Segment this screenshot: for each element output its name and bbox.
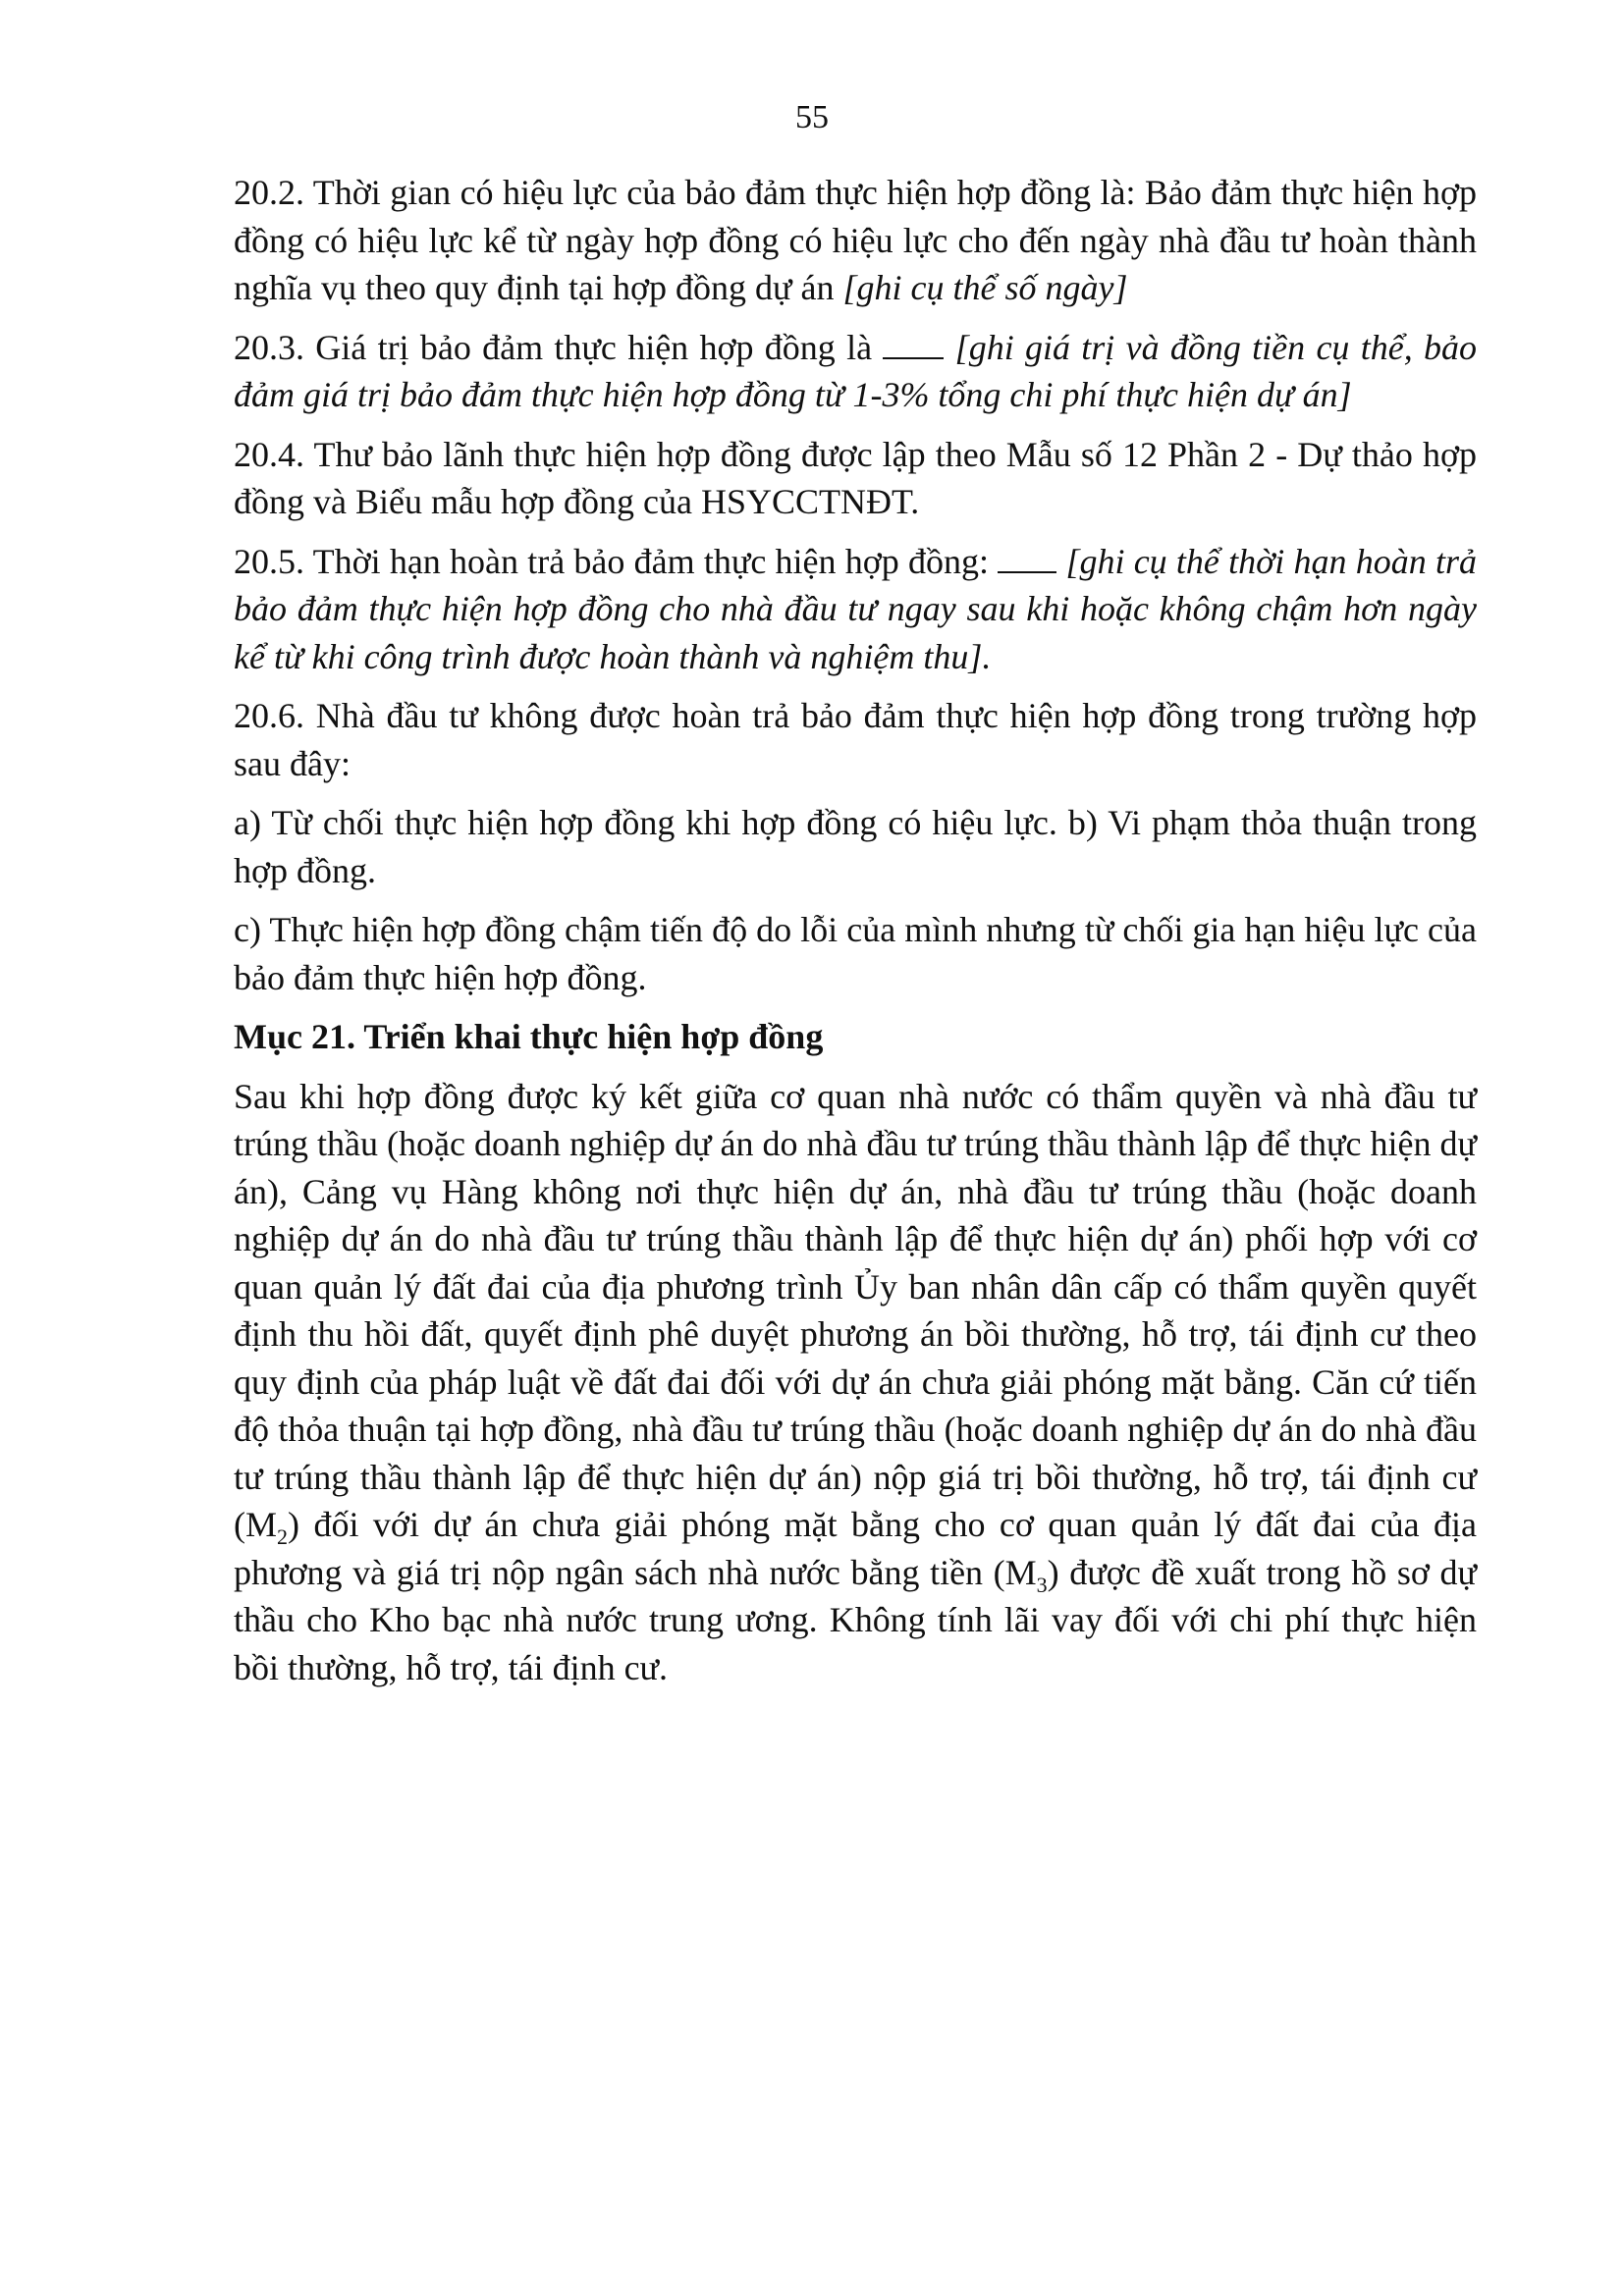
section-21-text-part1: Sau khi hợp đồng được ký kết giữa cơ quan nhà nước có thẩm quyền và nhà đầu tư trúng thầu (hoặc doanh nghiệp dự án do nhà đầu tư trúng thầu thành lập để thực hiện dự án), Cảng vụ Hàng không nơi thực hiện dự án, nhà đầu tư trúng thầu (hoặc doanh nghiệp dự án do nhà đầu tư trúng thầu thành lập để thực hiện dự án) phối hợp với cơ quan quản lý đất đai của địa phương trình Ủy ban nhân dân cấp có thẩm quyền quyết định thu hồi đất, quyết định phê duyệt phương án bồi thường, hỗ trợ, tái định cư theo quy định của pháp luật về đất đai đối với dự án chưa giải phóng mặt bằng. Căn cứ tiến độ thỏa thuận tại hợp đồng, nhà đầu tư trúng thầu (hoặc doanh nghiệp dự án do nhà đầu tư trúng thầu thành lập để thực hiện dự án) nộp giá trị bồi thường, hỗ trợ, tái định cư (M — [234, 1076, 1477, 1544]
page-number: 55 — [795, 99, 829, 135]
clause-20-2-text: 20.2. Thời gian có hiệu lực của bảo đảm thực hiện hợp đồng là: Bảo đảm thực hiện hợp đồng có hiệu lực kể từ ngày hợp đồng có hiệu lực cho đến ngày nhà đầu tư hoàn thành nghĩa vụ theo quy định tại hợp đồng dự án — [234, 173, 1477, 307]
section-21-text-part2: ) đối với dự án chưa giải phóng mặt bằng cho cơ quan quản lý đất đai của địa phương và giá trị nộp ngân sách nhà nước bằng tiền (M — [234, 1505, 1477, 1592]
document-body — [234, 169, 1477, 1703]
clause-20-3-note: [ghi giá trị và đồng tiền cụ thể, bảo đảm giá trị bảo đảm thực hiện hợp đồng từ 1-3% tổng chi phí thực hiện dự án] — [234, 327, 1478, 414]
clause-20-5-note: [ghi cụ thể thời hạn hoàn trả bảo đảm thực hiện hợp đồng cho nhà đầu tư ngay sau khi hoặc không chậm hơn ngày kể từ khi công trình được hoàn thành và nghiệm thu]. — [234, 541, 1477, 676]
clause-20-3-text: 20.3. Giá trị bảo đảm thực hiện hợp đồng là — [234, 327, 884, 367]
clause-20-6-items-a-b: a) Từ chối thực hiện hợp đồng khi hợp đồng có hiệu lực. b) Vi phạm thỏa thuận trong hợp đồng. — [234, 803, 1477, 890]
section-21-heading: Mục 21. Triển khai thực hiện hợp đồng — [234, 1017, 824, 1056]
clause-20-2-note: [ghi cụ thể số ngày] — [842, 268, 1128, 307]
section-21-text-part3: ) được đề xuất trong hồ sơ dự thầu cho Kho bạc nhà nước trung ương. Không tính lãi vay đối với chi phí thực hiện bồi thường, hỗ trợ, tái định cư. — [234, 1552, 1477, 1687]
clause-20-5-text: 20.5. Thời hạn hoàn trả bảo đảm thực hiện hợp đồng: — [234, 541, 999, 581]
clause-20-6-item-c: c) Thực hiện hợp đồng chậm tiến độ do lỗi của mình nhưng từ chối gia hạn hiệu lực của bảo đảm thực hiện hợp đồng. — [234, 910, 1477, 997]
fill-in-blank — [883, 332, 944, 359]
subscript-2: 2 — [277, 1524, 288, 1550]
clause-20-6: 20.6. Nhà đầu tư không được hoàn trả bảo đảm thực hiện hợp đồng trong trường hợp sau đây: — [234, 696, 1477, 783]
fill-in-blank — [998, 546, 1056, 573]
clause-20-3 — [234, 324, 1477, 419]
clause-20-4: 20.4. Thư bảo lãnh thực hiện hợp đồng được lập theo Mẫu số 12 Phần 2 - Dự thảo hợp đồng và Biểu mẫu hợp đồng của HSYCCTNĐT. — [234, 434, 1477, 521]
section-21-paragraph — [234, 1073, 1477, 1692]
subscript-3: 3 — [1036, 1572, 1048, 1597]
clause-20-2 — [234, 169, 1477, 312]
clause-20-5 — [234, 538, 1477, 681]
